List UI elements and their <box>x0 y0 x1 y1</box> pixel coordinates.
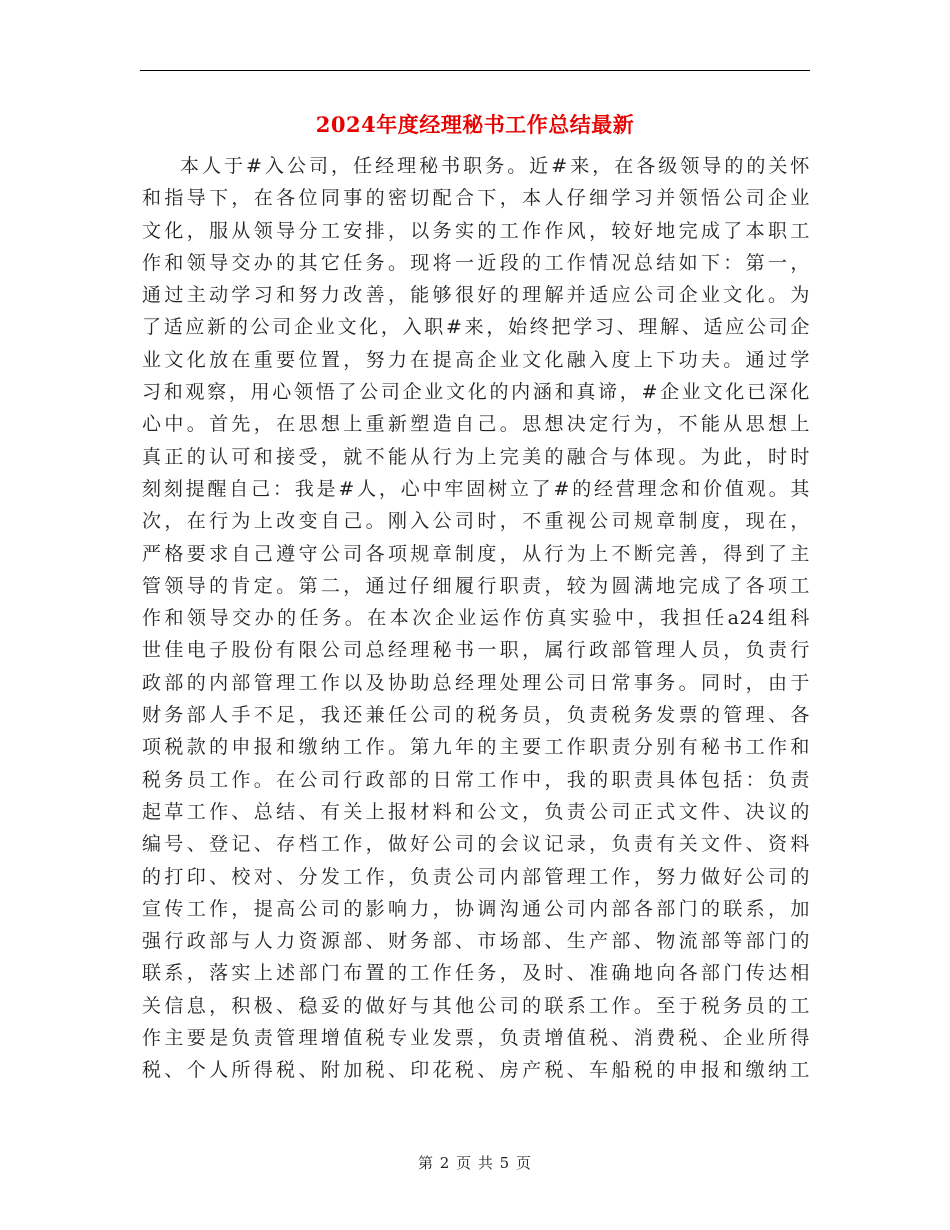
body-line: 项税款的申报和缴纳工作。第九年的主要工作职责分别有秘书工作和 <box>142 736 810 759</box>
body-line: 作主要是负责管理增值税专业发票，负责增值税、消费税、企业所得 <box>142 1027 810 1050</box>
body-line: 刻刻提醒自己：我是#人，心中牢固树立了#的经营理念和价值观。其 <box>142 477 810 500</box>
body-line: 严格要求自己遵守公司各项规章制度，从行为上不断完善，得到了主 <box>142 542 810 565</box>
body-line: 税、个人所得税、附加税、印花税、房产税、车船税的申报和缴纳工 <box>142 1059 810 1082</box>
body-line: 次，在行为上改变自己。刚入公司时，不重视公司规章制度，现在， <box>142 510 810 533</box>
document-title: 2024年度经理秘书工作总结最新 <box>315 112 635 137</box>
body-line: 和指导下，在各位同事的密切配合下，本人仔细学习并领悟公司企业 <box>142 187 810 210</box>
header-rule <box>140 70 810 71</box>
body-line: 宣传工作，提高公司的影响力，协调沟通公司内部各部门的联系，加 <box>142 897 810 920</box>
body-line: 编号、登记、存档工作，做好公司的会议记录，负责有关文件、资料 <box>142 833 810 856</box>
body-line: 联系，落实上述部门布置的工作任务，及时、准确地向各部门传达相 <box>142 962 810 985</box>
body-line: 的打印、校对、分发工作，负责公司内部管理工作，努力做好公司的 <box>142 865 810 888</box>
body-line: 政部的内部管理工作以及协助总经理处理公司日常事务。同时，由于 <box>142 671 810 694</box>
body-line: 强行政部与人力资源部、财务部、市场部、生产部、物流部等部门的 <box>142 930 810 953</box>
body-line: 起草工作、总结、有关上报材料和公文，负责公司正式文件、决议的 <box>142 800 810 823</box>
body-line: 税务员工作。在公司行政部的日常工作中，我的职责具体包括：负责 <box>142 768 810 791</box>
body-line: 了适应新的公司企业文化，入职#来，始终把学习、理解、适应公司企 <box>142 316 810 339</box>
body-line: 业文化放在重要位置，努力在提高企业文化融入度上下功夫。通过学 <box>142 348 810 371</box>
body-line: 心中。首先，在思想上重新塑造自己。思想决定行为，不能从思想上 <box>142 413 810 436</box>
body-line: 通过主动学习和努力改善，能够很好的理解并适应公司企业文化。为 <box>142 284 810 307</box>
body-line: 习和观察，用心领悟了公司企业文化的内涵和真谛，#企业文化已深化 <box>142 381 810 404</box>
body-line: 作和领导交办的其它任务。现将一近段的工作情况总结如下：第一， <box>142 251 810 274</box>
body-line: 真正的认可和接受，就不能从行为上完美的融合与体现。为此，时时 <box>142 445 810 468</box>
body-line: 财务部人手不足，我还兼任公司的税务员，负责税务发票的管理、各 <box>142 704 810 727</box>
body-line: 文化，服从领导分工安排，以务实的工作作风，较好地完成了本职工 <box>142 219 810 242</box>
body-line: 本人于#入公司，任经理秘书职务。近#来，在各级领导的的关怀 <box>180 155 810 177</box>
document-body <box>142 150 810 1087</box>
body-line: 世佳电子股份有限公司总经理秘书一职，属行政部管理人员，负责行 <box>142 639 810 662</box>
body-line: 作和领导交办的任务。在本次企业运作仿真实验中，我担任a24组科 <box>142 607 810 630</box>
body-line: 管领导的肯定。第二，通过仔细履行职责，较为圆满地完成了各项工 <box>142 574 810 597</box>
page-number: 第 2 页 共 5 页 <box>418 1154 532 1172</box>
body-line: 关信息，积极、稳妥的做好与其他公司的联系工作。至于税务员的工 <box>142 994 810 1017</box>
